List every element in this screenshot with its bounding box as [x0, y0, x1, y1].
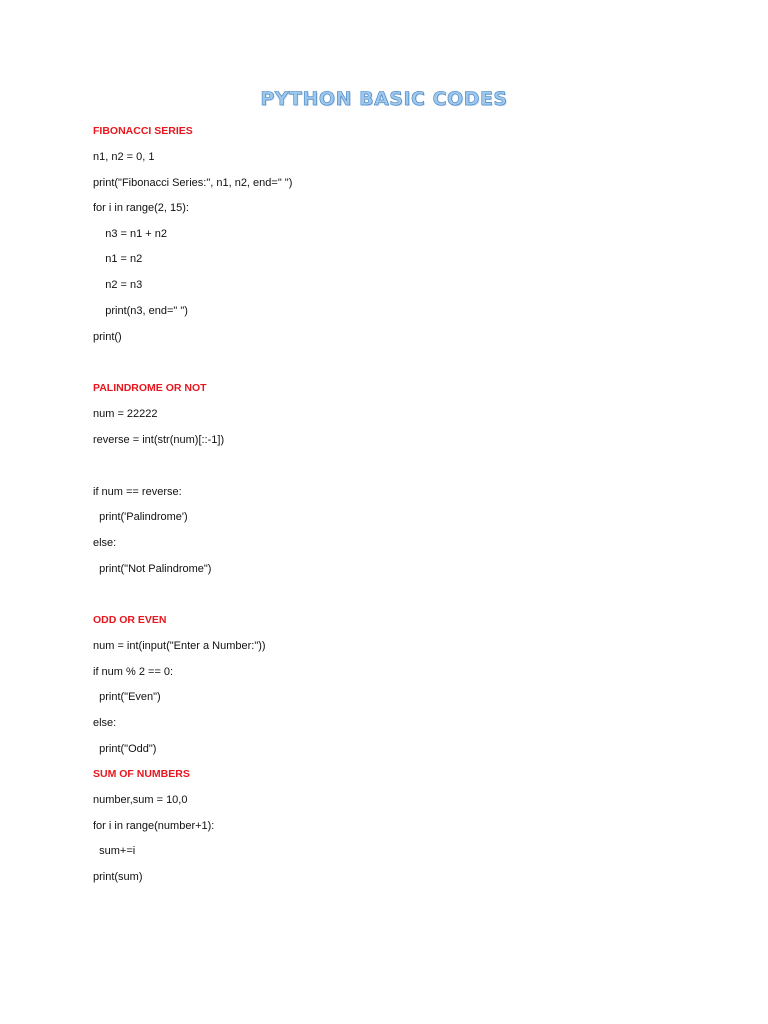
- code-line: print(sum): [93, 871, 143, 883]
- code-line: n1 = n2: [93, 253, 143, 265]
- document-title: PYTHON BASIC CODES: [260, 88, 508, 110]
- code-line: print("Odd"): [93, 743, 157, 755]
- code-line: for i in range(number+1):: [93, 820, 215, 832]
- code-line: print(n3, end=" "): [93, 305, 188, 317]
- code-line: n1, n2 = 0, 1: [93, 151, 155, 163]
- code-line: else:: [93, 717, 117, 729]
- code-line: print(): [93, 331, 122, 343]
- section-heading-sum: SUM OF NUMBERS: [93, 768, 190, 780]
- section-heading-odd-even: ODD OR EVEN: [93, 614, 167, 626]
- code-line: print("Even"): [93, 691, 161, 703]
- code-line: if num == reverse:: [93, 486, 182, 498]
- code-line: reverse = int(str(num)[::-1]): [93, 434, 225, 446]
- section-heading-fibonacci: FIBONACCI SERIES: [93, 125, 193, 137]
- code-line: else:: [93, 537, 117, 549]
- code-line: num = 22222: [93, 408, 158, 420]
- code-line: num = int(input("Enter a Number:")): [93, 640, 266, 652]
- code-line: n2 = n3: [93, 279, 143, 291]
- section-heading-palindrome: PALINDROME OR NOT: [93, 382, 207, 394]
- code-line: print("Not Palindrome"): [93, 563, 212, 575]
- code-line: print('Palindrome'): [93, 511, 188, 523]
- code-line: for i in range(2, 15):: [93, 202, 189, 214]
- code-line: sum+=i: [93, 845, 136, 857]
- code-line: number,sum = 10,0: [93, 794, 188, 806]
- code-line: n3 = n1 + n2: [93, 228, 168, 240]
- code-line: if num % 2 == 0:: [93, 666, 174, 678]
- code-line: print("Fibonacci Series:", n1, n2, end=" "): [93, 177, 293, 189]
